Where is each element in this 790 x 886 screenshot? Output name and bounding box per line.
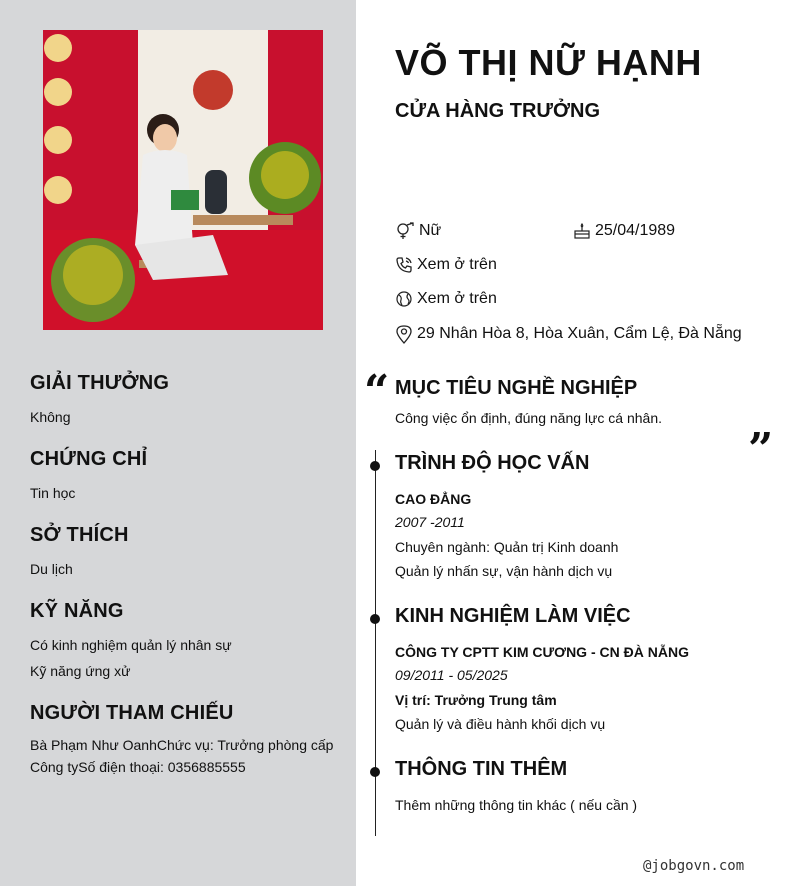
website-value: Xem ở trên <box>417 290 497 307</box>
certificates-section <box>30 448 346 506</box>
birthday-cake-icon <box>573 222 591 240</box>
phone-icon <box>395 256 413 274</box>
candidate-name: VÕ THỊ NỮ HẠNH <box>395 42 702 83</box>
gender-icon <box>395 222 415 240</box>
skills-title: KỸ NĂNG <box>30 600 124 622</box>
experience-company: CÔNG TY CPTT KIM CƯƠNG - CN ĐÀ NẴNG <box>395 644 689 660</box>
education-period: 2007 -2011 <box>395 514 465 530</box>
candidate-position: CỬA HÀNG TRƯỞNG <box>395 100 601 122</box>
awards-title: GIẢI THƯỞNG <box>30 372 170 394</box>
additional-title: THÔNG TIN THÊM <box>395 758 568 780</box>
hobbies-title: SỞ THÍCH <box>30 524 129 546</box>
hobbies-item: Du lịch <box>30 561 73 577</box>
location-pin-icon <box>395 324 413 344</box>
profile-photo <box>43 30 323 330</box>
gender-row <box>395 222 441 240</box>
skills-section <box>30 600 346 684</box>
sidebar <box>0 0 356 886</box>
phone-value: Xem ở trên <box>417 256 497 273</box>
phone-row <box>395 256 497 274</box>
certificates-title: CHỨNG CHỈ <box>30 448 148 470</box>
education-major: Chuyên ngành: Quản trị Kinh doanh <box>395 539 619 555</box>
birthday-value: 25/04/1989 <box>595 222 676 239</box>
objective-text: Công việc ổn định, đúng năng lực cá nhân. <box>395 410 663 426</box>
experience-title: KINH NGHIỆM LÀM VIỆC <box>395 605 631 627</box>
education-school: CAO ĐẲNG <box>395 491 472 507</box>
education-title: TRÌNH ĐỘ HỌC VẤN <box>395 452 590 474</box>
awards-section <box>30 372 346 430</box>
skills-item: Có kinh nghiệm quản lý nhân sự <box>30 637 232 653</box>
experience-description: Quản lý và điều hành khối dịch vụ <box>395 716 606 732</box>
references-text: Bà Phạm Như OanhChức vụ: Trưởng phòng cấp Công tySố điện thoại: 0356885555 <box>30 737 334 775</box>
experience-position: Vị trí: Trưởng Trung tâm <box>395 692 557 708</box>
timeline-dot <box>370 614 380 624</box>
website-row <box>395 290 497 308</box>
awards-item: Không <box>30 409 71 425</box>
timeline-line <box>375 450 376 836</box>
address-value: 29 Nhân Hòa 8, Hòa Xuân, Cẩm Lệ, Đà Nẵng <box>417 325 742 342</box>
timeline-dot <box>370 461 380 471</box>
gender-value: Nữ <box>419 222 442 239</box>
references-section <box>30 702 346 778</box>
globe-icon <box>395 290 413 308</box>
additional-text: Thêm những thông tin khác ( nếu cần ) <box>395 797 638 813</box>
objective-title: MỤC TIÊU NGHỀ NGHIỆP <box>395 377 638 399</box>
certificates-item: Tin học <box>30 485 76 501</box>
open-quote-icon: “ <box>364 366 390 417</box>
watermark: @jobgovn.com <box>643 858 745 874</box>
address-row <box>395 324 742 344</box>
references-title: NGƯỜI THAM CHIẾU <box>30 702 234 724</box>
close-quote-icon: ” <box>748 424 774 475</box>
timeline-dot <box>370 767 380 777</box>
birthday-row <box>573 222 675 240</box>
education-description: Quản lý nhấn sự, vận hành dịch vụ <box>395 563 613 579</box>
skills-item: Kỹ năng ứng xử <box>30 663 131 679</box>
hobbies-section <box>30 524 346 582</box>
experience-period: 09/2011 - 05/2025 <box>395 667 508 683</box>
